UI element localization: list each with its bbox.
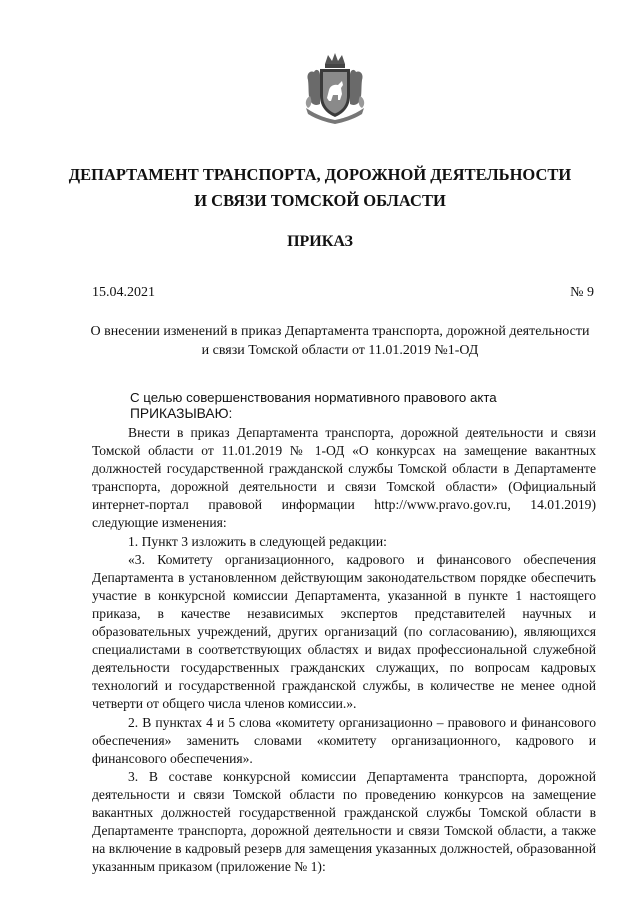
- body-paragraph: «3. Комитету организационного, кадрового и финансового обеспечения Департамента в установленном действующим законодательством порядке обеспечить участие в конкурсной комиссии Департамента, указанной в пункте 1 настоящего приказа, в качестве независимых экспертов представителей научных и образовательных учреждений, других организаций (по согласованию), являющихся специалистами в соответствующих областях и видах профессиональной служебной деятельности государственных гражданских служащих, по вопросам кадровых технологий и государственной гражданской службы, в количестве не менее одной четверти от общего числа членов комиссии.».: [92, 551, 596, 712]
- body-paragraph: 1. Пункт 3 изложить в следующей редакции:: [128, 533, 387, 549]
- document-type: ПРИКАЗ: [287, 233, 353, 250]
- body-paragraph: Внести в приказ Департамента транспорта, дорожной деятельности и связи Томской области от 11.01.2019 № 1-ОД «О конкурсах на замещение вакантных должностей государственной гражданской службы Томской области в Департаменте транспорта, дорожной деятельности и связи Томской области» (Официальный интернет-портал правовой информации http://www.pravo.gov.ru, 14.01.2019) следующие изменения:: [92, 425, 596, 531]
- organization-name-line1: ДЕПАРТАМЕНТ ТРАНСПОРТА, ДОРОЖНОЙ ДЕЯТЕЛЬНОСТИ: [68, 165, 572, 184]
- document-body: [92, 424, 596, 876]
- preamble: С целью совершенствования нормативного правового акта: [130, 390, 497, 405]
- subject-line1: О внесении изменений в приказ Департамента транспорта, дорожной деятельности: [90, 324, 590, 339]
- document-date: 15.04.2021: [92, 285, 155, 300]
- coat-of-arms-icon: [300, 50, 370, 126]
- document-subject: [80, 323, 600, 360]
- body-paragraph: 2. В пунктах 4 и 5 слова «комитету организационно – правового и финансового обеспечения» заменить словами «комитету организационного, кадрового и финансового обеспечения».: [92, 714, 596, 766]
- body-paragraph: 3. В составе конкурсной комиссии Департамента транспорта, дорожной деятельности и связи Томской области по проведению конкурсов на замещение вакантных должностей государственной гражданской службы Томской области в Департаменте транспорта, дорожной деятельности и связи Томской области, а также на включение в кадровый резерв для замещения указанных должностей, образованной указанным приказом (приложение № 1):: [92, 768, 596, 875]
- document-number: № 9: [570, 285, 594, 300]
- organization-name-line2: И СВЯЗИ ТОМСКОЙ ОБЛАСТИ: [194, 191, 446, 210]
- order-word: ПРИКАЗЫВАЮ:: [130, 406, 233, 421]
- subject-line2: и связи Томской области от 11.01.2019 №1-ОД: [201, 342, 479, 358]
- organization-name: [40, 162, 600, 214]
